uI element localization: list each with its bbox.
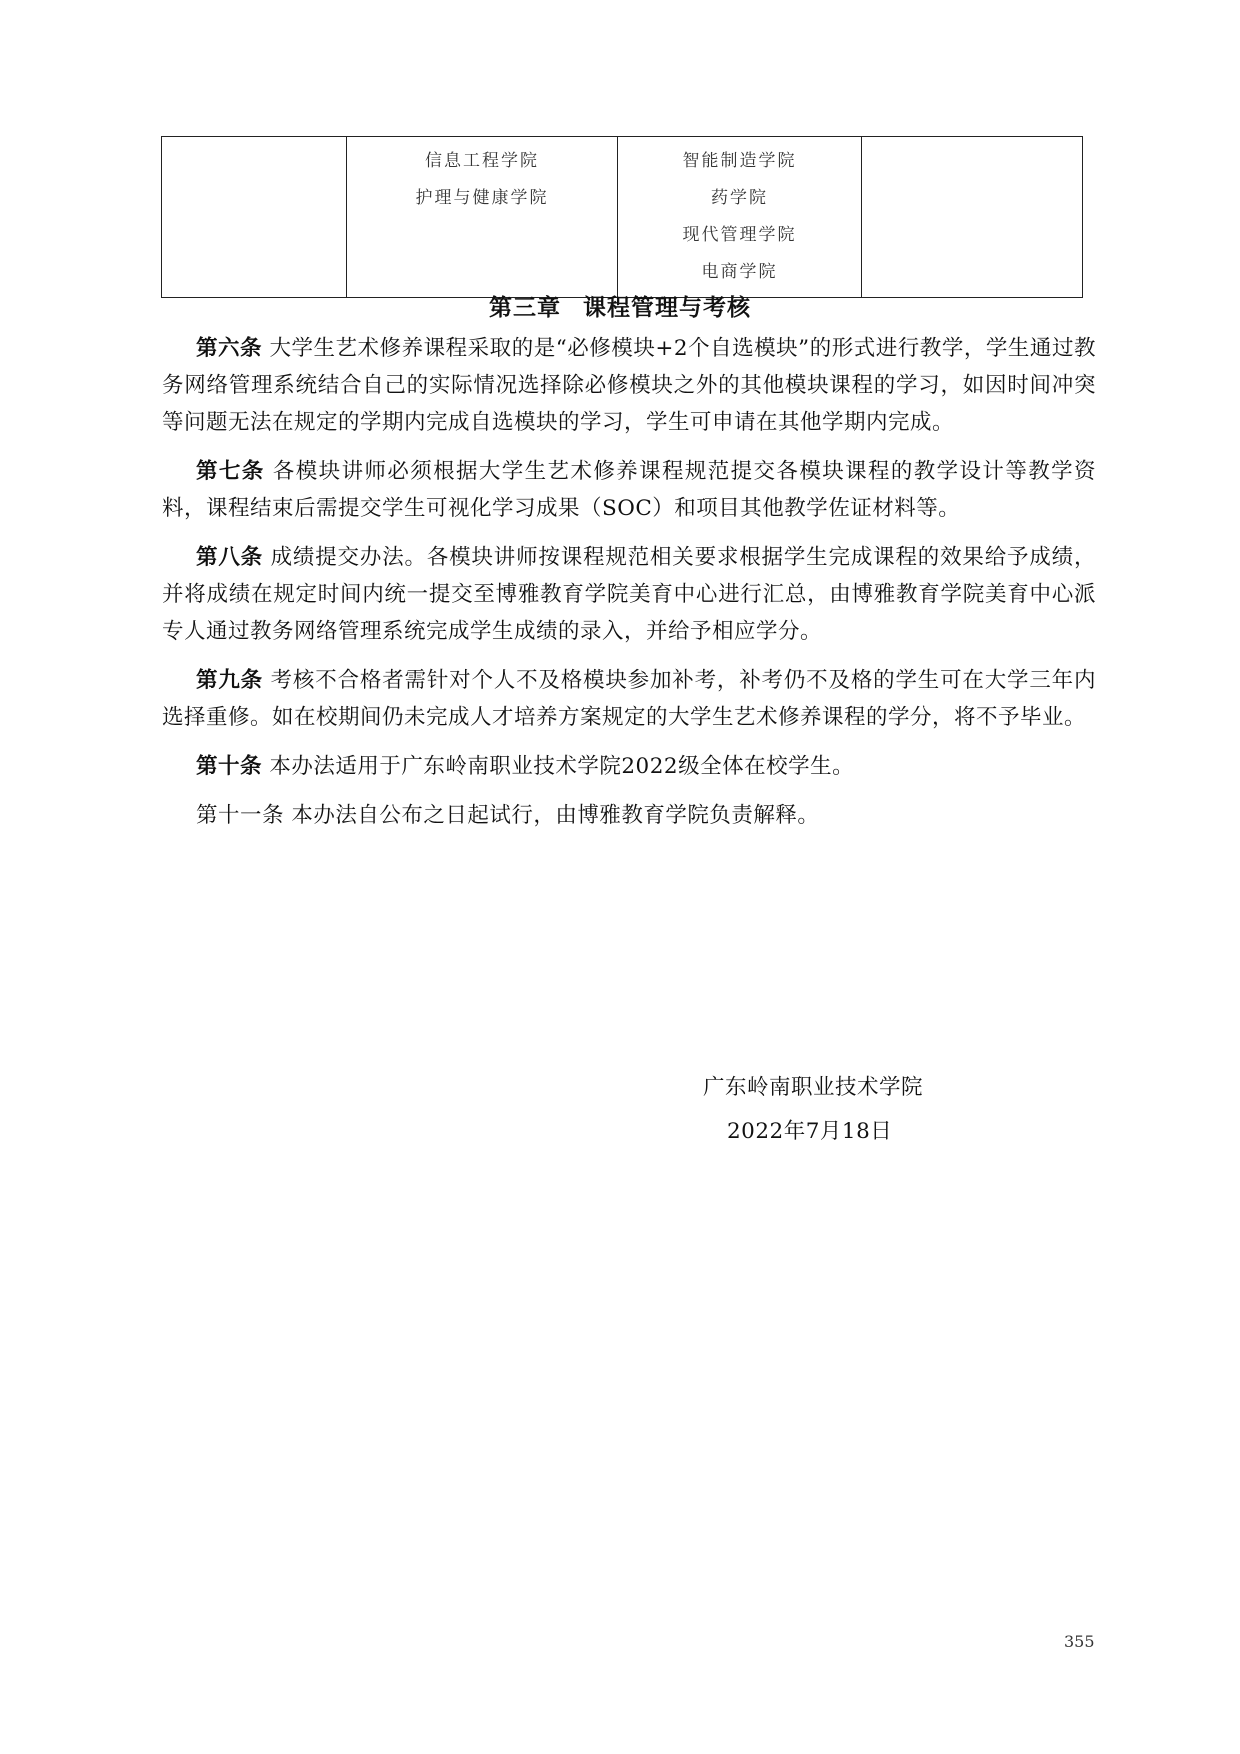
article-label: 第七条 <box>196 459 265 484</box>
articles-body <box>162 330 1096 846</box>
article-text: 本办法自公布之日起试行，由博雅教育学院负责解释。 <box>291 803 820 828</box>
article-text: 本办法适用于广东岭南职业技术学院2022级全体在校学生。 <box>269 754 855 779</box>
article-10 <box>162 748 1096 785</box>
table-cell-colleges-a <box>347 137 618 298</box>
colleges-table-continuation <box>161 136 1083 298</box>
chapter-number: 第三章 <box>489 295 561 321</box>
signing-date: 2022年7月18日 <box>727 1119 893 1144</box>
article-label: 第八条 <box>196 545 263 570</box>
article-6 <box>162 330 1096 441</box>
table-cell-empty-right <box>862 137 1083 298</box>
college-name: 现代管理学院 <box>682 225 797 245</box>
article-11 <box>162 797 1096 834</box>
article-label: 第九条 <box>196 668 263 693</box>
table-cell-empty-left <box>162 137 347 298</box>
article-label: 第十一条 <box>196 803 285 828</box>
article-label: 第十条 <box>196 754 263 779</box>
article-text: 大学生艺术修养课程采取的是“必修模块+2个自选模块”的形式进行教学，学生通过教务网络管理系统结合自己的实际情况选择除必修模块之外的其他模块课程的学习，如因时间冲突等问题无法在规定的学期内完成自选模块的学习，学生可申请在其他学期内完成。 <box>162 336 1096 435</box>
signing-institution: 广东岭南职业技术学院 <box>703 1075 924 1100</box>
signature-block <box>703 1066 923 1154</box>
college-name: 信息工程学院 <box>425 151 539 171</box>
article-text: 各模块讲师必须根据大学生艺术修养课程规范提交各模块课程的教学设计等教学资料，课程结束后需提交学生可视化学习成果（SOC）和项目其他教学佐证材料等。 <box>162 459 1096 521</box>
college-name: 智能制造学院 <box>682 151 797 171</box>
chapter-heading <box>0 290 1240 326</box>
college-name: 护理与健康学院 <box>415 188 549 208</box>
article-label: 第六条 <box>196 336 263 361</box>
article-9 <box>162 662 1096 736</box>
article-8 <box>162 539 1096 650</box>
table-cell-colleges-b <box>618 137 862 298</box>
page-number: 355 <box>1064 1632 1095 1651</box>
college-name: 电商学院 <box>701 262 778 282</box>
article-7 <box>162 453 1096 527</box>
chapter-title: 课程管理与考核 <box>583 295 751 321</box>
college-name: 药学院 <box>711 188 768 208</box>
article-text: 成绩提交办法。各模块讲师按课程规范相关要求根据学生完成课程的效果给予成绩，并将成绩在规定时间内统一提交至博雅教育学院美育中心进行汇总，由博雅教育学院美育中心派专人通过教务网络管理系统完成学生成绩的录入，并给予相应学分。 <box>162 545 1096 644</box>
table-row <box>162 137 1083 298</box>
article-text: 考核不合格者需针对个人不及格模块参加补考，补考仍不及格的学生可在大学三年内选择重修。如在校期间仍未完成人才培养方案规定的大学生艺术修养课程的学分，将不予毕业。 <box>162 668 1096 730</box>
